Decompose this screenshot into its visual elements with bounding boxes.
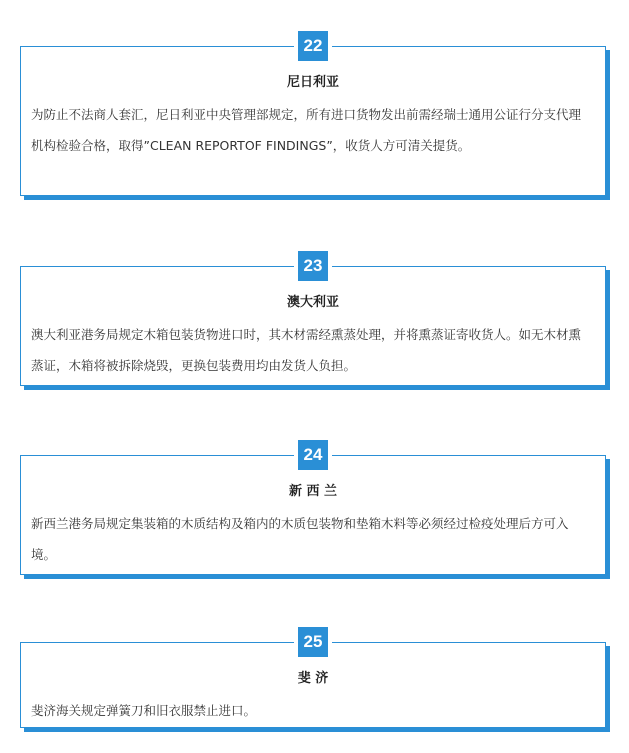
card-title: 新 西 兰 [288, 484, 338, 499]
card-fiji [20, 632, 606, 728]
card-number-badge: 25 [298, 627, 328, 657]
card-text: 为防止不法商人套汇，尼日利亚中央管理部规定，所有进口货物发出前需经瑞士通用公证行分支代理机构检验合格，取得”CLEAN REPORTOF FINDINGS”，收货人方可清关提货。 [31, 107, 582, 153]
card-number-badge: 24 [298, 440, 328, 470]
card-number-badge: 23 [298, 251, 328, 281]
card-number-badge: 22 [298, 31, 328, 61]
card-australia [20, 256, 606, 386]
card-title: 斐 济 [297, 671, 329, 686]
card-nigeria [20, 36, 606, 196]
card-text: 斐济海关规定弹簧刀和旧衣服禁止进口。 [31, 703, 257, 718]
card-text: 新西兰港务局规定集装箱的木质结构及箱内的木质包装物和垫箱木料等必须经过检疫处理后方可入境。 [31, 516, 569, 562]
card-title: 澳大利亚 [286, 295, 339, 310]
card-title: 尼日利亚 [286, 75, 339, 90]
card-new-zealand [20, 445, 606, 575]
card-text: 澳大利亚港务局规定木箱包装货物进口时，其木材需经熏蒸处理，并将熏蒸证寄收货人。如无木材熏蒸证，木箱将被拆除烧毁，更换包装费用均由发货人负担。 [31, 327, 582, 373]
